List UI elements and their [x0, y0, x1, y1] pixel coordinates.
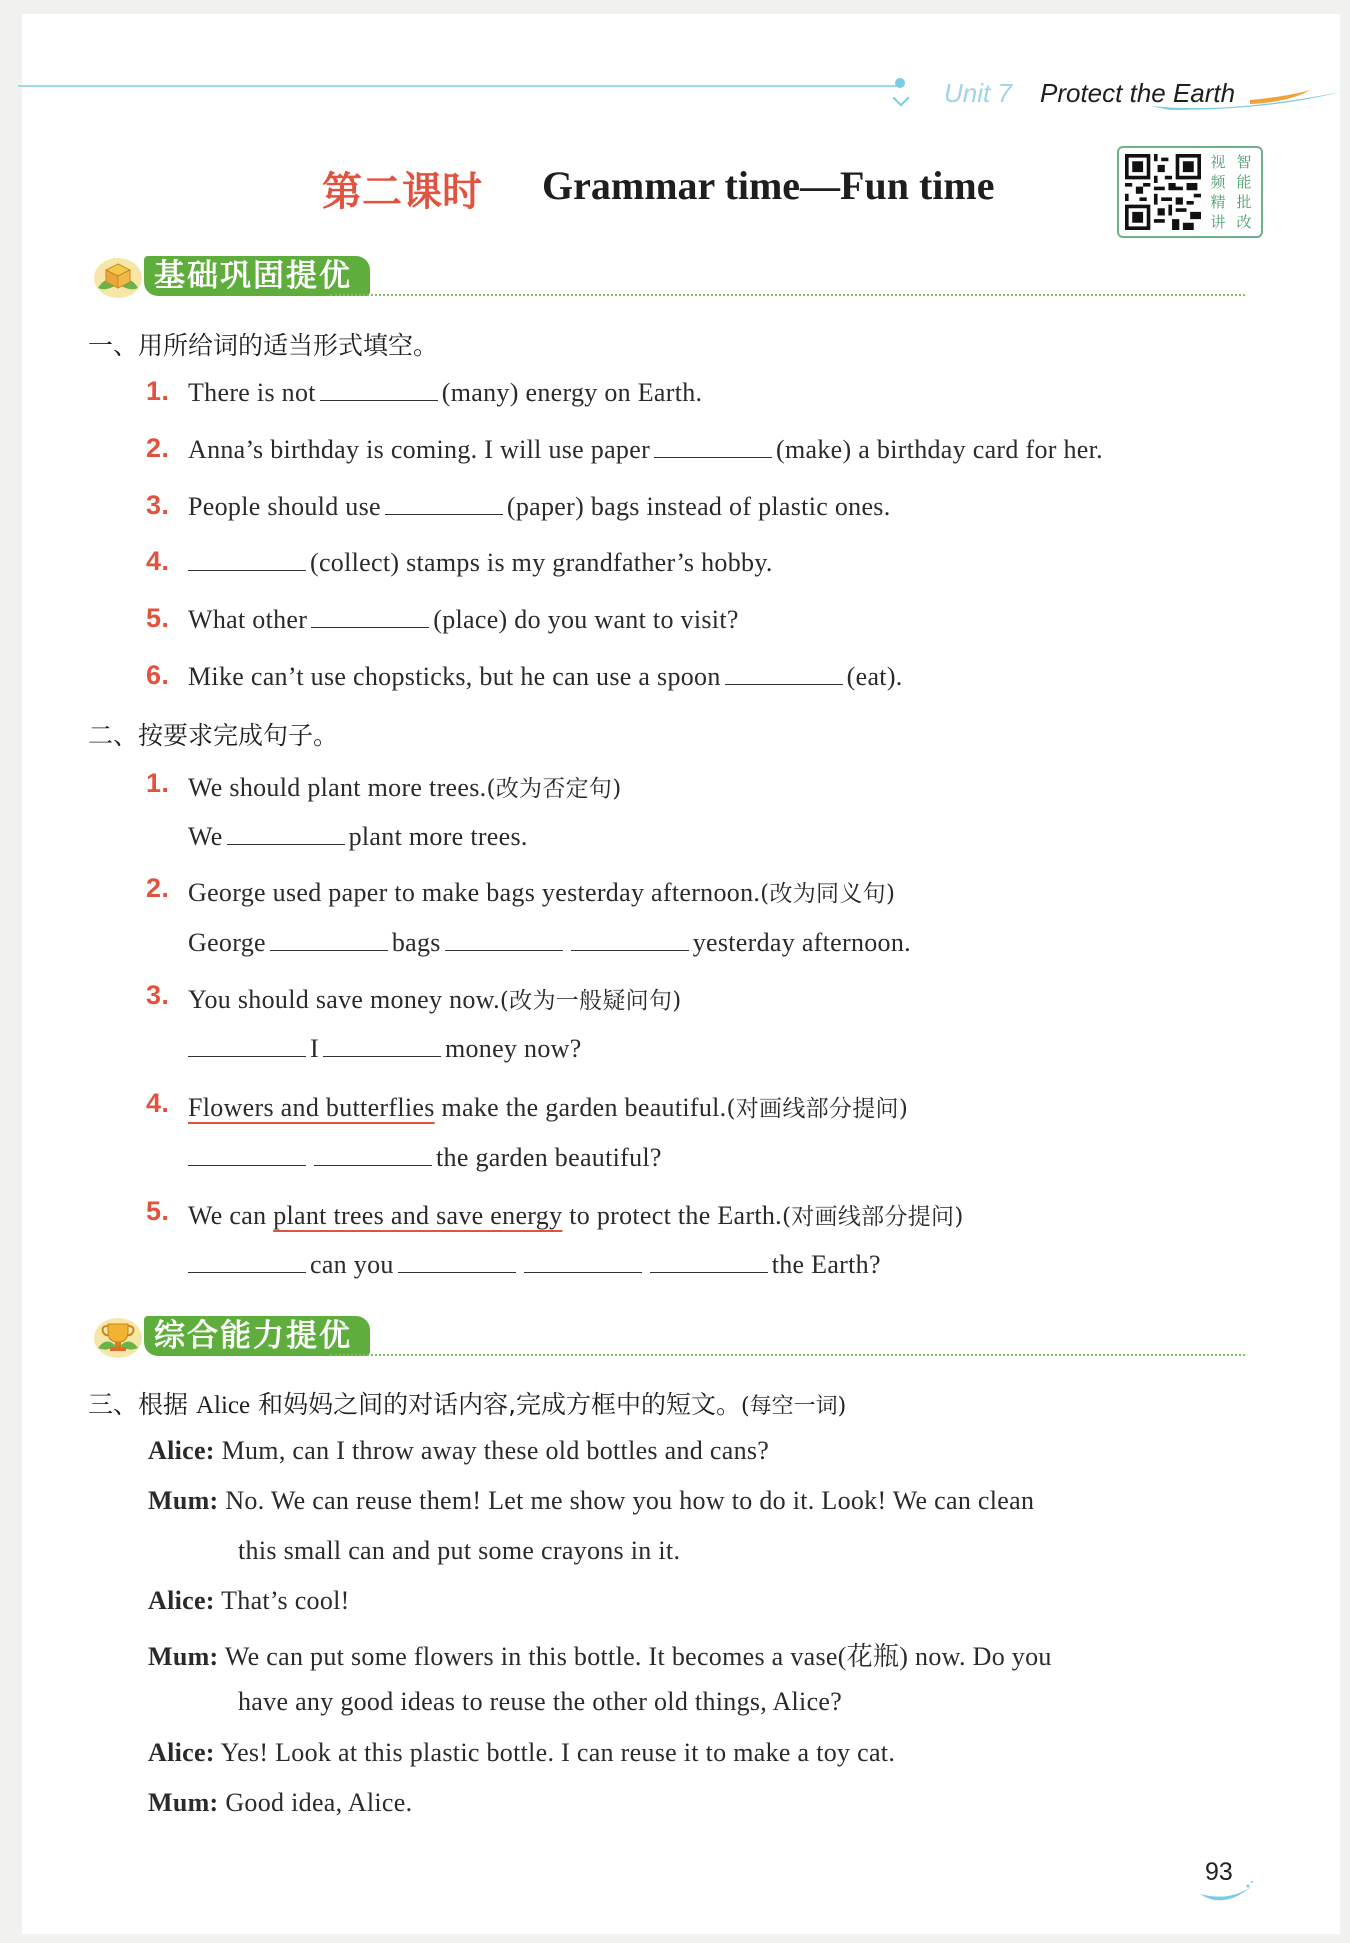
part2-answer-5: can you the Earth? — [188, 1250, 881, 1280]
part2-answer-1: We plant more trees. — [188, 822, 528, 851]
trophy-icon — [92, 1312, 144, 1360]
part2-answer-2: George bags yesterday afternoon. — [188, 928, 911, 957]
answer-blank[interactable] — [227, 822, 345, 845]
dialogue-line-continued: this small can and put some crayons in it. — [238, 1536, 681, 1565]
header-rule — [18, 85, 903, 87]
dialogue-line: Alice: Mum, can I throw away these old bottles and cans? — [148, 1436, 770, 1465]
answer-blank[interactable] — [445, 928, 563, 951]
dialogue-line: Mum: No. We can reuse them! Let me show you how to do it. Look! We can clean — [148, 1486, 1035, 1515]
qr-code-panel[interactable] — [1117, 146, 1263, 238]
dialogue-line: Alice: Yes! Look at this plastic bottle. I can reuse it to make a toy cat. — [148, 1738, 896, 1767]
dialogue-line: Mum: Good idea, Alice. — [148, 1788, 413, 1817]
answer-blank[interactable] — [725, 662, 843, 685]
part3-heading: 三、根据 Alice 和妈妈之间的对话内容,完成方框中的短文。(每空一词) — [88, 1390, 847, 1419]
dialogue-line: Mum: We can put some flowers in this bottle. It becomes a vase(花瓶) now. Do you — [148, 1642, 1052, 1671]
answer-blank[interactable] — [188, 548, 306, 571]
answer-blank[interactable] — [654, 435, 772, 458]
answer-blank[interactable] — [571, 928, 689, 951]
answer-blank[interactable] — [188, 1034, 306, 1057]
swoosh-decoration-icon — [1150, 88, 1340, 114]
section-label-basic: 基础巩固提优 — [144, 256, 370, 296]
answer-blank[interactable] — [314, 1143, 432, 1166]
lesson-title-en: Grammar time—Fun time — [542, 163, 995, 208]
answer-blank[interactable] — [320, 378, 438, 401]
part1-heading: 一、用所给词的适当形式填空。 — [88, 331, 439, 360]
answer-blank[interactable] — [270, 928, 388, 951]
answer-blank[interactable] — [398, 1250, 516, 1273]
dialogue-line-continued: have any good ideas to reuse the other old things, Alice? — [238, 1687, 843, 1716]
answer-blank[interactable] — [650, 1250, 768, 1273]
answer-blank[interactable] — [188, 1250, 306, 1273]
answer-blank[interactable] — [188, 1143, 306, 1166]
unit-number: Unit 7 — [944, 78, 1012, 108]
answer-blank[interactable] — [385, 492, 503, 515]
header-dot — [895, 78, 905, 88]
qr-code-icon — [1125, 154, 1201, 230]
dialogue-line: Alice: That’s cool! — [148, 1586, 350, 1615]
cube-leaf-icon — [92, 252, 144, 300]
page-number: 93 — [1205, 1858, 1233, 1886]
lesson-title-cn: 第二课时 — [322, 168, 482, 215]
unit-title: Protect the Earth — [1040, 78, 1236, 108]
answer-blank[interactable] — [524, 1250, 642, 1273]
section-label-advanced: 综合能力提优 — [144, 1316, 370, 1356]
answer-blank[interactable] — [323, 1034, 441, 1057]
answer-blank[interactable] — [311, 605, 429, 628]
page-swoosh-icon — [1196, 1880, 1256, 1910]
section-divider — [330, 294, 1245, 296]
part2-answer-4: the garden beautiful? — [188, 1143, 662, 1173]
part2-heading: 二、按要求完成句子。 — [88, 721, 339, 750]
qr-labels: 视 智 频 能 精 批 讲 改 — [1210, 153, 1252, 231]
section-divider — [330, 1354, 1245, 1356]
part2-answer-3: I money now? — [188, 1034, 582, 1064]
